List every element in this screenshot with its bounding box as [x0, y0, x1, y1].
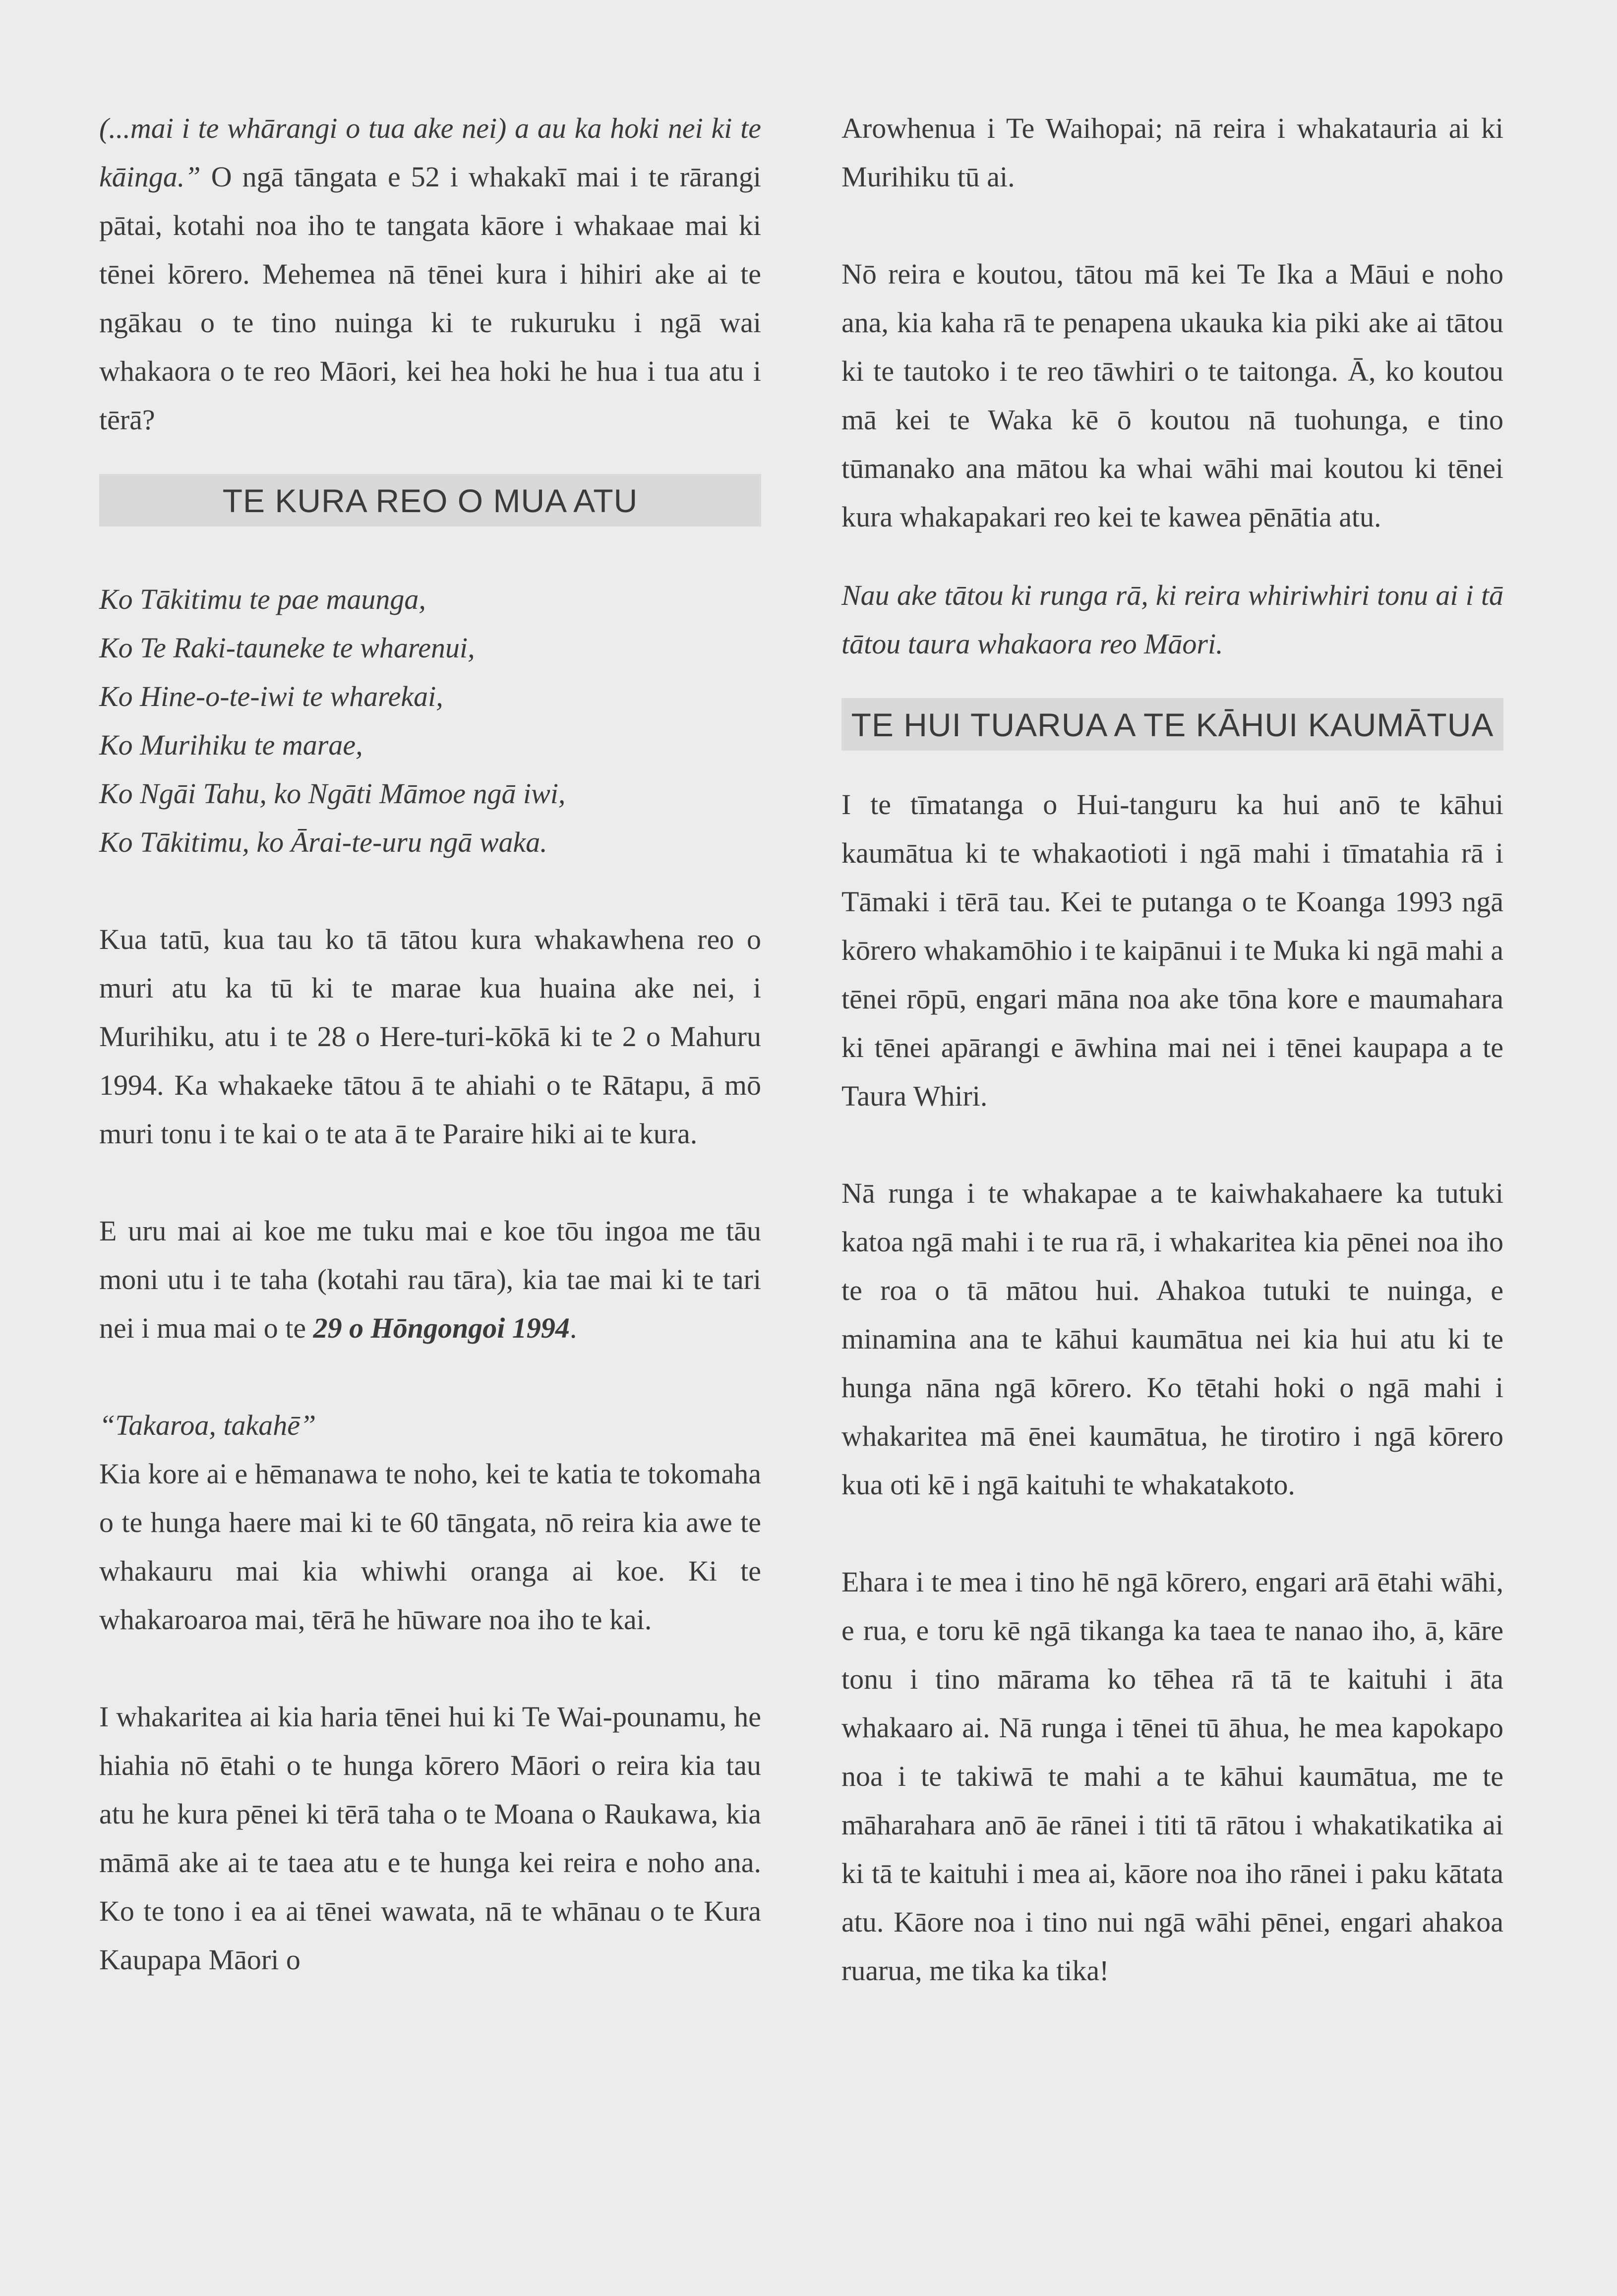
right-column [841, 104, 1503, 1995]
poem-line: Ko Tākitimu te pae maunga, [99, 583, 426, 615]
paragraph-kahui-kaumatua: I te tīmatanga o Hui-tanguru ka hui anō te kāhui kaumātua ki te whakaotioti i ngā mahi i tīmatahia rā i Tāmaki i tērā tau. Kei te putanga o te Koanga 1993 ngā kōrero whakamōhio i te kaipānui i te Muka ki ngā mahi a tēnei rōpū, engari māna noa ake tōna kore e maumahara ki tēnei apārangi e āwhina mai nei i tēnei kaupapa a te Taura Whiri. [841, 788, 1503, 1112]
poem-line: Ko Ngāi Tahu, ko Ngāti Māmoe ngā iwi, [99, 777, 566, 810]
italic-paragraph: Nau ake tātou ki runga rā, ki reira whiriwhiri tonu ai i tā tātou taura whakaora reo Māori. [841, 579, 1503, 660]
pepeha-poem [99, 575, 761, 867]
paragraph-te-ika-a-maui: Nō reira e koutou, tātou mā kei Te Ika a Māui e noho ana, kia kaha rā te penapena ukauka kia piki ake ai tātou ki te tautoko i te reo tāwhiri o te taitonga. Ā, ko koutou mā kei te Waka kē ō koutou nā tuohunga, e tino tūmanako ana mātou ka whai wāhi mai koutou ki tēnei kura whakapakari reo kei te kawea pēnātia atu. [841, 258, 1503, 533]
heading-te-hui-tuarua: TE HUI TUARUA A TE KĀHUI KAUMĀTUA [841, 698, 1503, 751]
paragraph-registration [99, 1207, 761, 1353]
poem-line: Ko Tākitimu, ko Ārai-te-uru ngā waka. [99, 826, 547, 858]
poem-line: Ko Hine-o-te-iwi te wharekai, [99, 680, 443, 712]
registration-end: . [569, 1312, 577, 1344]
intro-paragraph [99, 104, 761, 444]
paragraph-arowhenua: Arowhenua i Te Waihopai; nā reira i whakatauria ai ki Murihiku tū ai. [841, 112, 1503, 193]
poem-line: Ko Te Raki-tauneke te wharenui, [99, 632, 475, 664]
paragraph-korero: Ehara i te mea i tino hē ngā kōrero, engari arā ētahi wāhi, e rua, e toru kē ngā tikanga ka taea te nanao iho, ā, kāre tonu i tino mārama ko tēhea rā tā te kaituhi i āta whakaaro ai. Nā runga i tēnei tū āhua, he mea kapokapo noa i te takiwā te mahi a te kāhui kaumātua, me te māharahara anō āe rānei i titi tā rātou i whakatikatika ai ki tā te kaituhi i mea ai, kāore noa iho rānei i paku kātata atu. Kāore noa i tino nui ngā wāhi pēnei, engari ahakoa ruarua, me tika ka tika! [841, 1566, 1503, 1987]
registration-deadline: 29 o Hōngongoi 1994 [313, 1312, 570, 1344]
left-column [99, 104, 761, 1984]
proverb: “Takaroa, takahē” [99, 1409, 316, 1441]
registration-text: E uru mai ai koe me tuku mai e koe tōu ingoa me tāu moni utu i te taha (kotahi rau tāra), kia tae mai ki te tari nei i mua mai o te [99, 1215, 761, 1344]
intro-italic-text: (...mai i te whārangi o tua ake nei) a au ka hoki nei ki te kāinga.” [99, 112, 761, 193]
heading-te-kura-reo: TE KURA REO O MUA ATU [99, 474, 761, 527]
poem-line: Ko Murihiku te marae, [99, 729, 363, 761]
paragraph-te-waipounamu: I whakaritea ai kia haria tēnei hui ki Te Wai-pounamu, he hiahia nō ētahi o te hunga kōrero Māori o reira kia tau atu he kura pēnei ki tērā taha o te Moana o Raukawa, kia māmā ake ai te taea atu e te hunga kei reira e noho ana. Ko te tono i ea ai tēnei wawata, nā te whānau o te Kura Kaupapa Māori o [99, 1701, 761, 1976]
paragraph-limit: Kia kore ai e hēmanawa te noho, kei te katia te tokomaha o te hunga haere mai ki te 60 tāngata, nō reira kia awe te whakauru mai kia whiwhi oranga ai koe. Ki te whakaroaroa mai, tērā he hūware noa iho te kai. [99, 1458, 761, 1636]
paragraph-kaiwhakahaere: Nā runga i te whakapae a te kaiwhakahaere ka tutuki katoa ngā mahi i te rua rā, i whakaritea kia pēnei noa iho te roa o tā mātou hui. Ahakoa tutuki te nuinga, e minamina ana te kāhui kaumātua nei kia hui atu ki te hunga nāna ngā kōrero. Ko tētahi hoki o ngā mahi i whakaritea mā ēnei kaumātua, he tirotiro i ngā kōrero kua oti kē i ngā kaituhi te whakatakoto. [841, 1177, 1503, 1501]
paragraph-kura-details: Kua tatū, kua tau ko tā tātou kura whakawhena reo o muri atu ka tū ki te marae kua huaina ake nei, i Murihiku, atu i te 28 o Here-turi-kōkā ki te 2 o Mahuru 1994. Ka whakaeke tātou ā te ahiahi o te Rātapu, ā mō muri tonu i te kai o te ata ā te Paraire hiki ai te kura. [99, 923, 761, 1150]
intro-text: O ngā tāngata e 52 i whakakī mai i te rārangi pātai, kotahi noa iho te tangata kāore i whakaae mai ki tēnei kōrero. Mehemea nā tēnei kura i hihiri ake ai te ngākau o te tino nuinga ki te rukuruku i ngā wai whakaora o te reo Māori, kei hea hoki he hua i tua atu i tērā? [99, 161, 761, 436]
